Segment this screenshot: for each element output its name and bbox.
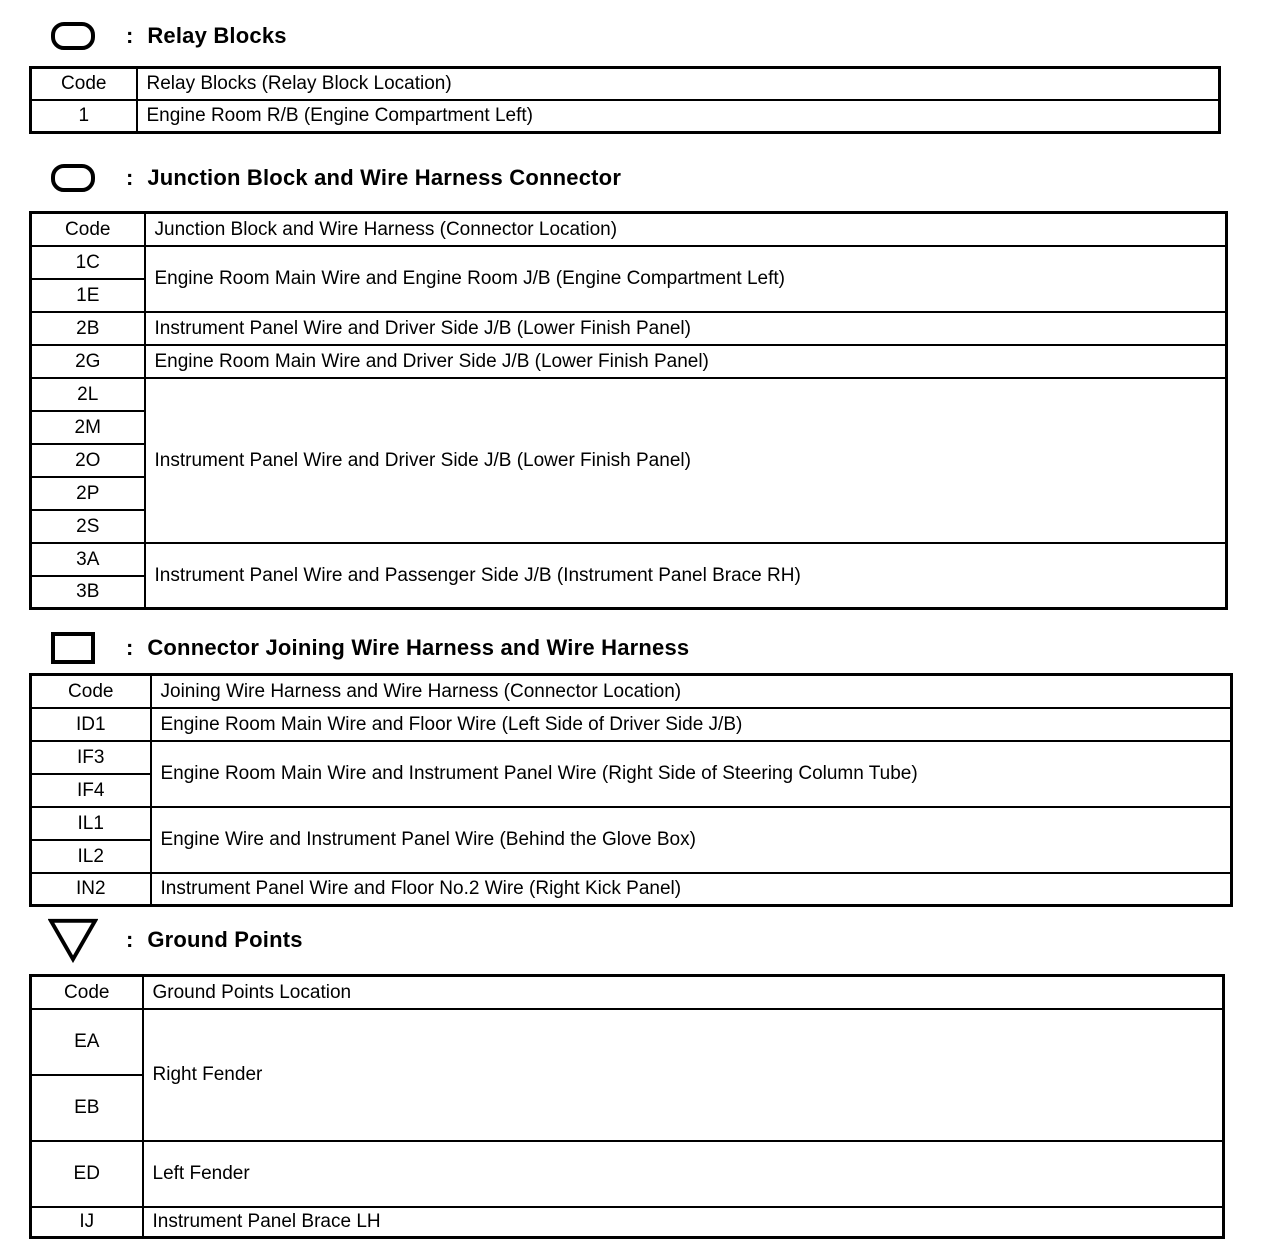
section-title: Junction Block and Wire Harness Connector: [147, 165, 622, 190]
code-cell: ID1: [31, 708, 151, 741]
code-cell: IL2: [31, 840, 151, 873]
table-row: [31, 312, 1227, 345]
location-cell: Instrument Panel Brace LH: [143, 1207, 1224, 1238]
code-cell: EB: [31, 1075, 143, 1141]
table-header-row: [31, 675, 1232, 708]
location-cell: Instrument Panel Wire and Floor No.2 Wire (Right Kick Panel): [151, 873, 1232, 906]
table-header-row: [31, 68, 1220, 100]
table-header-row: [31, 976, 1224, 1009]
heading-colon: :: [126, 23, 134, 48]
location-cell: Engine Room Main Wire and Engine Room J/B (Engine Compartment Left): [145, 246, 1227, 312]
code-header: Code: [31, 213, 145, 246]
section-heading-junction-block: [48, 154, 621, 202]
location-cell: Engine Room Main Wire and Instrument Panel Wire (Right Side of Steering Column Tube): [151, 741, 1232, 807]
heading-colon: :: [126, 927, 134, 952]
table-row: [31, 873, 1232, 906]
code-cell: IF4: [31, 774, 151, 807]
rounded-rect-icon: [48, 16, 98, 56]
code-cell: IN2: [31, 873, 151, 906]
relay-blocks-table: [29, 66, 1221, 134]
location-cell: Engine Room Main Wire and Floor Wire (Left Side of Driver Side J/B): [151, 708, 1232, 741]
heading-colon: :: [126, 165, 134, 190]
code-cell: 1C: [31, 246, 145, 279]
section-title: Ground Points: [147, 927, 303, 952]
section-title: Connector Joining Wire Harness and Wire Harness: [147, 635, 690, 660]
location-cell: Instrument Panel Wire and Driver Side J/B (Lower Finish Panel): [145, 378, 1227, 543]
location-cell: Engine Wire and Instrument Panel Wire (Behind the Glove Box): [151, 807, 1232, 873]
code-cell: 1E: [31, 279, 145, 312]
description-header: Junction Block and Wire Harness (Connector Location): [145, 213, 1227, 246]
connector-joining-table: [29, 673, 1233, 907]
code-cell: IL1: [31, 807, 151, 840]
table-row: [31, 708, 1232, 741]
code-cell: 2P: [31, 477, 145, 510]
section-title: Relay Blocks: [147, 23, 287, 48]
table-row: [31, 100, 1220, 133]
table-row: [31, 345, 1227, 378]
code-cell: 2O: [31, 444, 145, 477]
description-header: Joining Wire Harness and Wire Harness (Connector Location): [151, 675, 1232, 708]
code-cell: 3B: [31, 576, 145, 609]
description-header: Ground Points Location: [143, 976, 1224, 1009]
square-icon: [48, 628, 98, 668]
down-triangle-icon: [48, 920, 98, 960]
code-cell: 2B: [31, 312, 145, 345]
table-row: [31, 1207, 1224, 1238]
table-row: [31, 807, 1232, 840]
code-cell: 2S: [31, 510, 145, 543]
code-header: Code: [31, 976, 143, 1009]
table-header-row: [31, 213, 1227, 246]
section-heading-relay-blocks: [48, 12, 287, 60]
heading-colon: :: [126, 635, 134, 660]
code-cell: IF3: [31, 741, 151, 774]
table-row: [31, 378, 1227, 411]
location-cell: Instrument Panel Wire and Passenger Side J/B (Instrument Panel Brace RH): [145, 543, 1227, 609]
junction-block-table: [29, 211, 1228, 610]
code-cell: 3A: [31, 543, 145, 576]
table-row: [31, 246, 1227, 279]
location-cell: Instrument Panel Wire and Driver Side J/B (Lower Finish Panel): [145, 312, 1227, 345]
ground-points-table: [29, 974, 1225, 1239]
code-header: Code: [31, 675, 151, 708]
table-row: [31, 1141, 1224, 1207]
code-cell: 1: [31, 100, 137, 133]
code-cell: EA: [31, 1009, 143, 1075]
section-heading-ground-points: [48, 916, 303, 964]
code-cell: 2M: [31, 411, 145, 444]
table-row: [31, 1009, 1224, 1075]
code-header: Code: [31, 68, 137, 100]
rounded-rect-icon: [48, 158, 98, 198]
table-row: [31, 741, 1232, 774]
location-cell: Engine Room Main Wire and Driver Side J/B (Lower Finish Panel): [145, 345, 1227, 378]
location-cell: Left Fender: [143, 1141, 1224, 1207]
section-heading-connector-joining: [48, 624, 689, 672]
table-row: [31, 543, 1227, 576]
code-cell: ED: [31, 1141, 143, 1207]
location-cell: Right Fender: [143, 1009, 1224, 1141]
location-cell: Engine Room R/B (Engine Compartment Left): [137, 100, 1220, 133]
description-header: Relay Blocks (Relay Block Location): [137, 68, 1220, 100]
code-cell: 2L: [31, 378, 145, 411]
code-cell: 2G: [31, 345, 145, 378]
code-cell: IJ: [31, 1207, 143, 1238]
